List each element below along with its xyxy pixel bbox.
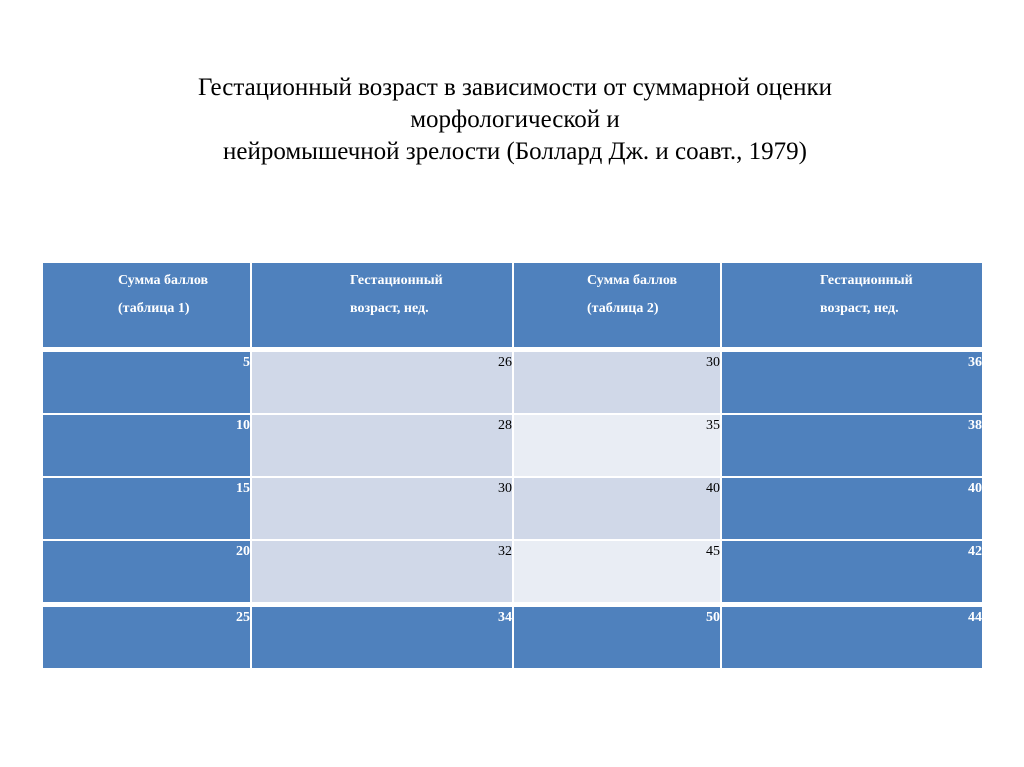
- header-score-table-1: [43, 263, 250, 350]
- score-1-cell: 10: [43, 415, 250, 476]
- gestational-age-table: [41, 261, 984, 670]
- header-line: Сумма баллов: [587, 273, 678, 288]
- table-row: [43, 604, 982, 668]
- age-2-cell: 44: [722, 604, 982, 668]
- score-2-cell: 50: [514, 604, 720, 668]
- header-line: Гестационный: [820, 273, 913, 288]
- title-line-2: морфологической и: [410, 106, 620, 133]
- age-2-cell: 42: [722, 541, 982, 602]
- header-line: возраст, нед.: [820, 301, 899, 316]
- age-1-cell: 34: [252, 604, 512, 668]
- title-line-3: нейромышечной зрелости (Боллард Дж. и соавт., 1979): [222, 138, 807, 165]
- table-row: [43, 415, 982, 476]
- score-2-cell: 45: [514, 541, 720, 602]
- header-line: (таблица 1): [118, 301, 190, 316]
- score-1-cell: 5: [43, 352, 250, 413]
- table-row: [43, 478, 982, 539]
- header-line: (таблица 2): [587, 301, 659, 316]
- age-2-cell: 38: [722, 415, 982, 476]
- age-1-cell: 26: [252, 352, 512, 413]
- score-1-cell: 25: [43, 604, 250, 668]
- header-gestational-age-2: [722, 263, 982, 350]
- header-score-table-2: [514, 263, 720, 350]
- age-2-cell: 40: [722, 478, 982, 539]
- score-2-cell: 40: [514, 478, 720, 539]
- age-1-cell: 30: [252, 478, 512, 539]
- header-gestational-age-1: [252, 263, 512, 350]
- score-2-cell: 35: [514, 415, 720, 476]
- header-line: Гестационный: [350, 273, 443, 288]
- header-line: Сумма баллов: [118, 273, 209, 288]
- score-1-cell: 20: [43, 541, 250, 602]
- age-2-cell: 36: [722, 352, 982, 413]
- table-row: [43, 352, 982, 413]
- slide-title: [100, 72, 930, 168]
- header-line: возраст, нед.: [350, 301, 429, 316]
- age-1-cell: 32: [252, 541, 512, 602]
- table-header-row: [43, 263, 982, 350]
- age-1-cell: 28: [252, 415, 512, 476]
- score-2-cell: 30: [514, 352, 720, 413]
- table-row: [43, 541, 982, 602]
- score-1-cell: 15: [43, 478, 250, 539]
- title-line-1: Гестационный возраст в зависимости от суммарной оценки: [197, 74, 833, 101]
